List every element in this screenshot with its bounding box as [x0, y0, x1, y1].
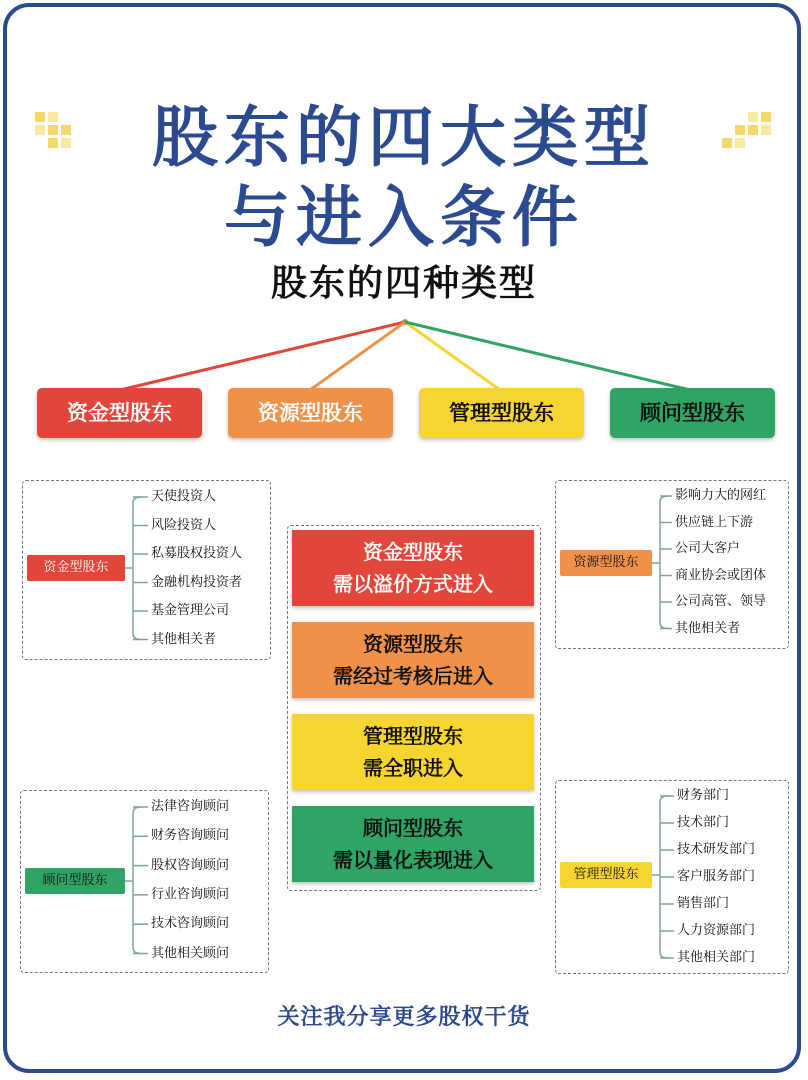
condition-capital: [292, 530, 534, 606]
capital-leaf-item: 其他相关者: [151, 631, 217, 647]
condition-management-type: 管理型股东: [363, 724, 463, 748]
capital-leaf-item: 基金管理公司: [151, 603, 230, 618]
main-title-line1: 股东的四大类型: [152, 99, 656, 176]
condition-advisor-rule: 需以量化表现进入: [333, 848, 493, 872]
capital-branch-tag: 资金型股东: [27, 555, 125, 581]
condition-resource-rule: 需经过考核后进入: [333, 664, 493, 688]
advisor-leaf-item: 技术咨询顾问: [151, 916, 230, 932]
condition-advisor: [292, 806, 534, 882]
management-leaf-item: 技术部门: [677, 815, 730, 830]
capital-leaf-item: 风险投资人: [151, 517, 217, 533]
management-leaf-item: 财务部门: [677, 788, 730, 803]
resource-leaf-item: 供应链上下游: [675, 514, 754, 530]
capital-leaf-item: 金融机构投资者: [151, 574, 243, 590]
management-leaf-item: 技术研发部门: [677, 842, 756, 857]
resource-leaf-item: 公司大客户: [675, 541, 741, 556]
condition-management-rule: 需全职进入: [363, 756, 463, 780]
line-capital: [120, 322, 405, 390]
condition-resource-type: 资源型股东: [363, 632, 463, 656]
main-title-line2: 与进入条件: [224, 179, 584, 256]
advisor-leaf-item: 法律咨询顾问: [151, 799, 230, 814]
advisor-leaf-item: 行业咨询顾问: [151, 886, 230, 902]
resource-leaf-item: 其他相关者: [675, 620, 741, 636]
advisor-branch-tag: 顾问型股东: [25, 868, 125, 894]
capital-leaf-item: 私募股权投资人: [151, 546, 243, 561]
management-leaf-item: 人力资源部门: [677, 923, 756, 938]
category-capital: 资金型股东: [37, 388, 202, 438]
resource-branch-tag: 资源型股东: [560, 550, 652, 576]
management-leaf-item: 销售部门: [677, 896, 730, 911]
management-leaf-item: 客户服务部门: [677, 869, 756, 884]
category-resource: 资源型股东: [228, 388, 393, 438]
line-advisor: [405, 322, 690, 390]
management-leaf-item: 其他相关部门: [677, 950, 756, 965]
resource-leaf-item: 影响力大的网红: [675, 488, 767, 503]
category-advisor: 顾问型股东: [610, 388, 775, 438]
advisor-leaf-item: 其他相关顾问: [151, 945, 230, 961]
condition-advisor-type: 顾问型股东: [363, 816, 463, 840]
condition-resource: [292, 622, 534, 698]
resource-leaf-item: 公司高管、领导: [675, 594, 767, 609]
subtitle: 股东的四种类型: [270, 263, 537, 304]
condition-capital-rule: 需以溢价方式进入: [333, 572, 493, 596]
category-management: 管理型股东: [419, 388, 584, 438]
advisor-leaf-item: 财务咨询顾问: [151, 828, 230, 844]
advisor-leaf-item: 股权咨询顾问: [151, 857, 230, 873]
resource-leaf-item: 商业协会或团体: [675, 567, 767, 583]
capital-leaf-item: 天使投资人: [151, 489, 217, 504]
footer-text: 关注我分享更多股权干货: [277, 1005, 531, 1030]
management-branch-tag: 管理型股东: [560, 862, 652, 888]
condition-capital-type: 资金型股东: [363, 540, 463, 564]
condition-management: [292, 714, 534, 790]
